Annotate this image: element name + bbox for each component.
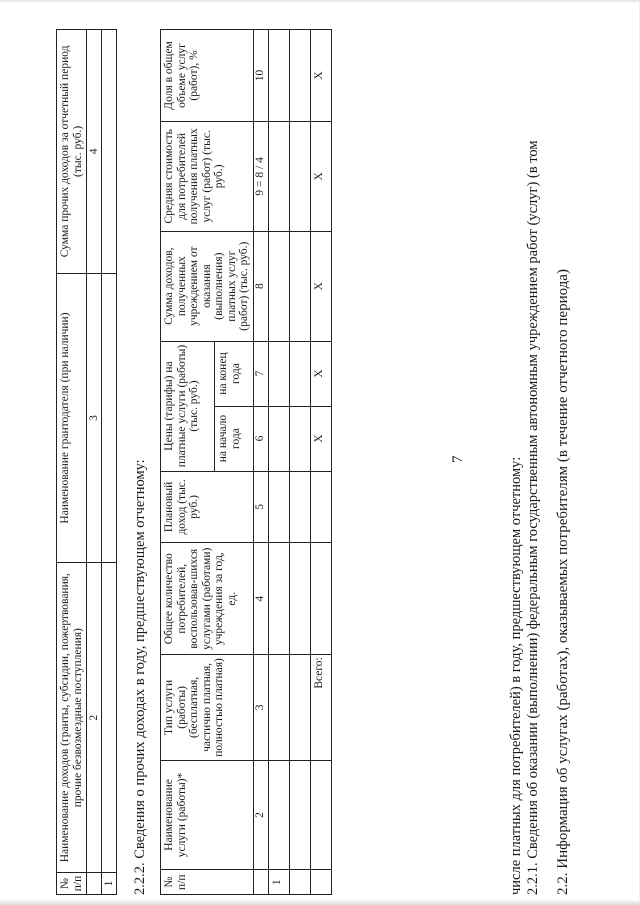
header-service-name: Наименование услуги (работы)* [161, 760, 254, 870]
total-x: X [310, 406, 331, 471]
header-prices: Цены (тарифы) на платные услуги (работы) (тыс. руб.) [161, 341, 215, 471]
table-cell [310, 543, 331, 655]
col-number: 2 [253, 760, 268, 870]
section-2-2-1-line1: 2.2.1. Сведения об оказании (выполнении) федеральным государственным автономным учреждением работ (услуг) (в том [525, 140, 541, 895]
table-cell [310, 760, 331, 870]
col-number: 5 [253, 471, 268, 543]
page-number: 7 [450, 455, 466, 463]
header-planned-income: Плановый доход (тыс. руб.) [161, 471, 254, 543]
col-number: 4 [87, 30, 102, 274]
header-avg-cost: Средняя стоимость для потребителей получения платных услуг (работ) (тыс. руб.) [161, 121, 254, 231]
table-cell [268, 231, 289, 341]
col-number: 3 [253, 655, 268, 760]
header-consumers: Общее количество потребителей, воспользовав-шихся услугами (работами) учреждения за год, ед. [161, 543, 254, 655]
col-number: 9 = 8 / 4 [253, 121, 268, 231]
table-cell [289, 231, 310, 341]
header-income-sum: Сумма доходов, полученных учреждением от оказания (выполнения) платных услуг (работ) (тыс. руб.) [161, 231, 254, 341]
scan-shadow [0, 899, 640, 905]
table-cell [268, 655, 289, 760]
total-x: X [310, 231, 331, 341]
section-2-2-1-line2: числе платных для потребителей) в году, предшествующем отчетному: [508, 456, 524, 895]
table-cell [289, 870, 310, 895]
table-cell [289, 30, 310, 122]
table-cell [289, 406, 310, 471]
section-2-2-2-heading: 2.2.2. Сведения о прочих доходах в году, предшествующем отчетному: [132, 459, 148, 895]
table-cell [268, 30, 289, 122]
header-n: № п/п [161, 870, 254, 895]
rotated-page [20, 15, 620, 895]
col-number: 8 [253, 231, 268, 341]
table-cell [268, 543, 289, 655]
table-cell [102, 563, 117, 873]
table-cell [268, 471, 289, 543]
col-number: 3 [87, 273, 102, 563]
row-number: 1 [102, 873, 117, 895]
table-cell [289, 341, 310, 406]
table-cell [268, 760, 289, 870]
col-number: 10 [253, 30, 268, 122]
table-cell [102, 30, 117, 274]
total-label: Всего: [310, 655, 331, 760]
total-x: X [310, 121, 331, 231]
total-x: X [310, 341, 331, 406]
table-cell [102, 273, 117, 563]
col-number: 2 [87, 563, 102, 873]
header-income-name: Наименование доходов (гранты, субсидии, пожертвования, прочие безвозмездные поступления) [57, 563, 87, 873]
col-number: 6 [253, 406, 268, 471]
header-sum: Сумма прочих доходов за отчетный период (тыс. руб.) [57, 30, 87, 274]
header-service-type: Тип услуги (работы) (бесплатная, частично платная, полностью платная) [161, 655, 254, 760]
header-share: Доля в общем объеме услуг (работ), % [161, 30, 254, 122]
col-number: 7 [253, 341, 268, 406]
table-cell [268, 406, 289, 471]
section-2-2-heading: 2.2. Информация об услугах (работах), оказываемых потребителям (в течение отчетного периода) [555, 269, 571, 895]
other-income-table [56, 29, 117, 895]
header-n: № п/п [57, 873, 87, 895]
table-cell [310, 471, 331, 543]
header-price-start: на начало года [215, 406, 253, 471]
col-number: 4 [253, 543, 268, 655]
header-grantor: Наименование грантодателя (при наличии) [57, 273, 87, 563]
row-number: 1 [268, 870, 289, 895]
table-cell [289, 655, 310, 760]
services-table [160, 29, 332, 895]
table-cell [268, 341, 289, 406]
table-cell [289, 471, 310, 543]
table-cell [289, 121, 310, 231]
table-cell [289, 760, 310, 870]
col-number [87, 873, 102, 895]
table-cell [289, 543, 310, 655]
header-price-end: на конец года [215, 341, 253, 406]
col-number [253, 870, 268, 895]
table-cell [268, 121, 289, 231]
total-x: X [310, 30, 331, 122]
table-cell [310, 870, 331, 895]
